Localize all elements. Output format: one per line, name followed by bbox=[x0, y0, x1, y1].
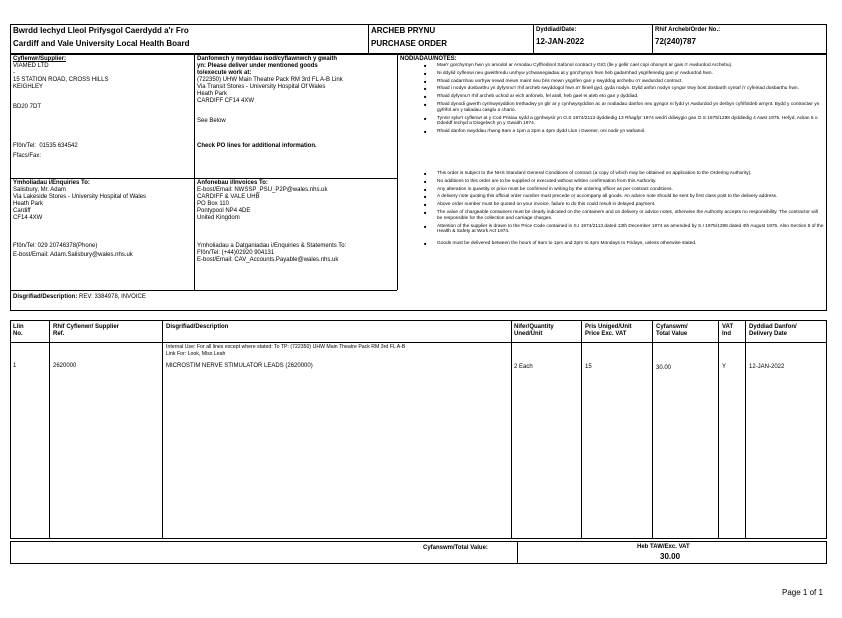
col-header-line: Llin No. bbox=[13, 324, 24, 337]
doc-title-welsh: ARCHEB PRYNU bbox=[371, 26, 436, 35]
cell-line-no: 1 bbox=[13, 363, 17, 369]
note-item: ■ Goods must be delivered between the hours of 9am to 1pm and 2pm to 4pm Mondays to Fridays, unless otherwise stated. bbox=[400, 241, 824, 247]
col-header-unit-price: Pris Uniged/Unit Price Exc. VAT bbox=[585, 324, 632, 337]
cell-total: 30.00 bbox=[656, 365, 672, 371]
description-row bbox=[13, 294, 146, 301]
note-item: ■ No additions to this order are to be supplied or executed without written confirmation from this Authority. bbox=[400, 179, 824, 185]
note-item: ■ Rhaid danfon nwyddau rhwng 9am a 1pm a 2pm a 4pm dydd Llun i Gwener, oni nodir yn wahanol. bbox=[400, 129, 824, 135]
note-item: ■ Attention of the supplier is drawn to the Price Code contained in S.I 1974/2113 dated 13th December 1974 as amended by S.I 1975/1298 dated 4th August 1975. Also Section 5 of the Health & Safety at Work Act 1974. bbox=[400, 224, 824, 236]
page-number: Page 1 of 1 bbox=[782, 588, 823, 597]
date-label: Dyddiad/Date: bbox=[536, 27, 577, 33]
col-header-supplier-ref: Rhif Cyflenwr/ Supplier Ref. bbox=[53, 324, 120, 337]
delivery-line: Via Transit Stores - University Hospital Of Wales bbox=[197, 84, 326, 90]
note-item: ■ Rhaid cadarnhau unrhyw newid mewn maint neu bris mewn ysgrifen gan y swyddog archebu o'r awdurdod contract. bbox=[400, 79, 824, 85]
enquiries-line: Salisbury, Mr. Adam bbox=[13, 187, 66, 193]
notes-welsh-list bbox=[400, 63, 824, 137]
note-item: ■ Mae'r gorchymyn hwn yn amodol ar Amodau Cyffredinol Safonol contract y GIG (lle y gellir cael copi ohonynt ar gais i'r Awdurdod Archebu). bbox=[400, 63, 824, 69]
org-name-english: Cardiff and Vale University Local Health Board bbox=[13, 39, 190, 48]
doc-title-english: PURCHASE ORDER bbox=[371, 39, 448, 48]
delivery-line: (722350) UHW Main Theatre Pack RM 3rd FL A-B Link bbox=[197, 77, 343, 83]
order-no-label: Rhif Archeb/Order No.: bbox=[655, 27, 721, 33]
note-item: ■ A delivery note quoting this official order number must precede or accompany all goods. An advice note should be sent by first class post to the delivery address. bbox=[400, 194, 824, 200]
invoices-line: Pontypool NP4 4DE bbox=[197, 208, 251, 214]
note-item: ■ Any alteration in quantity or price must be confirmed in writing by the ordering officer as per contract conditions. bbox=[400, 187, 824, 193]
col-header-delivery-date: Dyddiad Danfon/ Delivery Date bbox=[749, 324, 797, 337]
date-value: 12-JAN-2022 bbox=[536, 37, 585, 46]
org-name-welsh: Bwrdd Iechyd Lleol Prifysgol Caerdydd a'r Fro bbox=[13, 26, 189, 35]
line-items-table bbox=[10, 320, 827, 539]
note-item: ■ Rhaid dyfynnu'r rhif archeb uchod ar eich anfoneb, fel arall, heb gael ei ateb eto gan y dyddiad. bbox=[400, 94, 824, 100]
note-item: ■ This order is subject to the NHS Standard General Conditions of contract (a copy of which may be obtained on application to the Ordering Authority). bbox=[400, 171, 824, 177]
enquiries-label: Ymholiadau i/Enquiries To: bbox=[13, 180, 90, 186]
supplier-phone: Ffôn/Tel: 01535 634542 bbox=[13, 143, 78, 149]
delivery-line: CARDIFF CF14 4XW bbox=[197, 98, 255, 104]
invoices-line: PO Box 110 bbox=[197, 201, 229, 207]
supplier-fax: Ffacs/Fax: bbox=[13, 153, 42, 159]
cell-description: MICROSTIM NERVE STIMULATOR LEADS (2620000) bbox=[166, 363, 313, 369]
supplier-line: - bbox=[13, 70, 15, 76]
supplier-line: VIAMED LTD bbox=[13, 63, 49, 69]
enquiries-line: Ffôn/Tel: 029 20746378(Phone) bbox=[13, 243, 98, 249]
note-item: ■ Above order number must be quoted on your invoice, failure to do this could result in delayed payment. bbox=[400, 202, 824, 208]
cell-delivery-date: 12-JAN-2022 bbox=[749, 364, 785, 370]
supplier-label: Cyflenwr/Supplier: bbox=[13, 56, 67, 62]
total-vat-label: Heb TAW/Exc. VAT bbox=[637, 544, 690, 550]
enquiries-line: Via Lakeside Stores - University Hospital of Wales bbox=[13, 194, 147, 200]
enquiries-line: Heath Park bbox=[13, 201, 44, 207]
order-no-value: 72(240)787 bbox=[655, 37, 696, 46]
description-label: Disgrifiad/Description: bbox=[13, 294, 78, 300]
supplier-line: KEIGHLEY bbox=[13, 84, 44, 90]
delivery-heading: to/execute work at: bbox=[197, 70, 252, 76]
note-item: ■ Ni ddylid cyflenwi neu gweithredu unrhyw ychwanegiadau at y gorchymyn hwn heb gadarnhad ysgrifenedig gan yr Awdurdod hwn. bbox=[400, 71, 824, 77]
statements-line: Ffôn/Tel: (+44)02920 904131 bbox=[197, 250, 275, 256]
cell-vat: Y bbox=[722, 364, 727, 370]
delivery-line: Heath Park bbox=[197, 91, 228, 97]
statements-line: Ymholiadau a Datganiadau i/Enquiries & Statements To: bbox=[197, 243, 347, 249]
note-item: ■ Rhaid dynodi gwerth cynhwysyddion trethadwy yn glir ar y cynhwysyddion ac ar nodiadau danfon neu gyngor ni fydd yr Awdurdod yn derbyn cyfrifoldeb arnynt. Bydd y contractwr yn gyfrifol am y taliadau casglu a chario. bbox=[400, 102, 824, 114]
totals-box bbox=[10, 541, 827, 564]
cell-quantity: 2 Each bbox=[514, 364, 533, 370]
invoices-line: United Kingdom bbox=[197, 215, 240, 221]
note-item: ■ Rhaid i nodyn dosbarthu yn dyfynnu'r rhif archeb swyddogol hwn a'r llinell gyd, gyda nodyn. Dylid anfon nodyn cyngor trwy bost dosbarth cyntaf i'r cyfeiriad dosbarthu hwn. bbox=[400, 86, 824, 92]
note-item: ■ The value of chargeable containers must be clearly indicated on the containers and on delivery or advice notes, otherwise the Authority accepts no responsibility. The contractor will be responsible for the collection and carriage charges. bbox=[400, 210, 824, 222]
delivery-line: See Below bbox=[197, 118, 226, 124]
notes-title: NODIADAU/NOTES: bbox=[400, 56, 457, 62]
supplier-line: 15 STATION ROAD, CROSS HILLS bbox=[13, 77, 109, 83]
notes-english-list bbox=[400, 171, 824, 249]
row-internal-use: Link For: Look, Miss Leah bbox=[166, 351, 226, 357]
col-header-total: Cyfanswm/ Total Value bbox=[656, 324, 688, 337]
delivery-check-note: Check PO lines for additional information. bbox=[197, 143, 317, 149]
enquiries-line: E-bost/Email: Adam.Salisbury@wales.nhs.uk bbox=[13, 252, 133, 258]
col-header-vat: VAT Ind bbox=[722, 324, 734, 337]
cell-supplier-ref: 2620000 bbox=[53, 363, 77, 369]
cell-unit-price: 15 bbox=[585, 364, 592, 370]
invoices-label: Anfonebau i/Invoices To: bbox=[197, 180, 268, 186]
row-internal-use: Internal Use: For all lines except where stated: To TP: (722350) UHW Main Theatre Pack RM 3rd FL A-B bbox=[166, 344, 406, 350]
invoices-line: E-bost/Email: NWSSP_PSU_P2P@wales.nhs.uk bbox=[197, 187, 328, 193]
col-header-quantity: Nifer/Quantity Uned/Unit bbox=[514, 324, 554, 337]
enquiries-line: CF14 4XW bbox=[13, 215, 43, 221]
description-value: REV: 3384978, INVOICE bbox=[77, 294, 146, 300]
supplier-line: BD20 7DT bbox=[13, 104, 42, 110]
statements-line: E-bost/Email: CAV_Accounts.Payable@wales.nhs.uk bbox=[197, 257, 339, 263]
delivery-heading: Danfonwch y nwyddau isod/cyflawnwch y gwaith bbox=[197, 56, 338, 62]
delivery-heading: yn: Please deliver under mentioned goods bbox=[197, 63, 318, 69]
total-value: 30.00 bbox=[660, 552, 681, 561]
col-header-description: Disgrifiad/Description bbox=[166, 324, 229, 330]
enquiries-line: Cardiff bbox=[13, 208, 31, 214]
invoices-line: CARDIFF & VALE UHB bbox=[197, 194, 260, 200]
note-item: ■ Tynnir sylw'r cyflenwr at y Cod Prisiau sydd a gynhwysir yn O.S 1974/2113 dyddiedig 13 Rhagfyr 1974 wedi'i ddiwygio gan O.S 1975/1298 dyddiedig 4 Awst 1975. Hefyd, Adran 5 o Ddeddf Iechyd a Diogelwch yn y Gwaith 1974. bbox=[400, 116, 824, 128]
total-label: Cyfanswm/Total Value: bbox=[423, 545, 488, 551]
